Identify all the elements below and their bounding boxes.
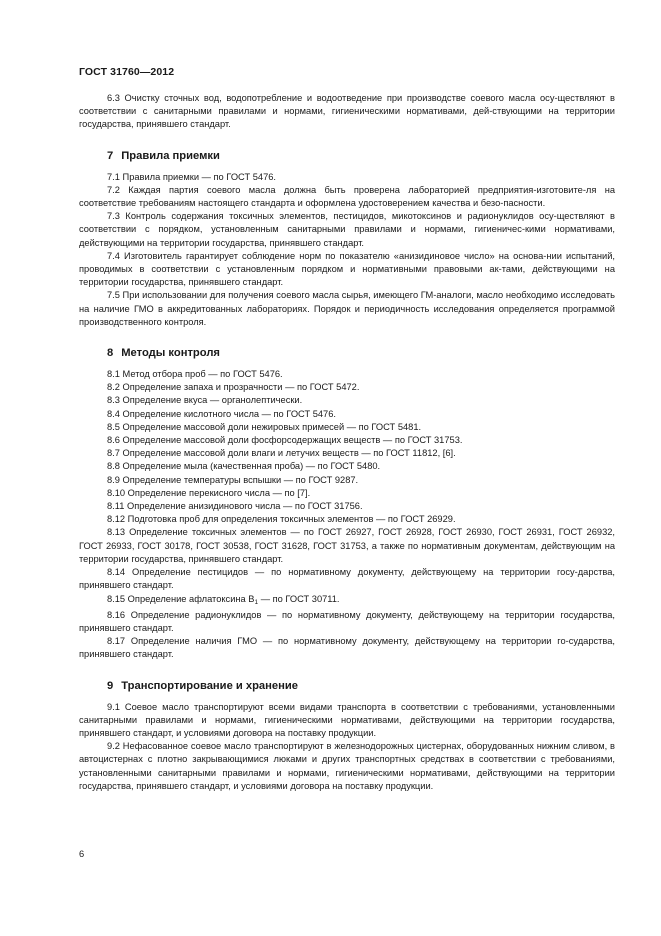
paragraph-8-10: 8.10 Определение перекисного числа — по [7]. xyxy=(107,487,311,498)
section-7-number: 7 xyxy=(107,149,114,162)
paragraph-7-2: 7.2 Каждая партия соевого масла должна быть проверена лабораторией предприятия-изготовите-ля на соответствие требованиям настоящего стандарта и оформлена удостоверением качества и безо-пасности. xyxy=(79,184,615,209)
page-content xyxy=(79,92,615,793)
paragraph-7-4: 7.4 Изготовитель гарантирует соблюдение норм по показателю «анизидиновое число» на основа-нии испытаний, проводимых в соответствии с установленным порядком и нормативными правовыми ак-тами, действующими на территории государства, принявшего стандарт. xyxy=(79,250,615,288)
paragraph-8-3: 8.3 Определение вкуса — органолептически. xyxy=(107,395,303,406)
paragraph-8-1: 8.1 Метод отбора проб — по ГОСТ 5476. xyxy=(107,369,283,380)
paragraph-7-1: 7.1 Правила приемки — по ГОСТ 5476. xyxy=(107,171,276,182)
paragraph-8-8: 8.8 Определение мыла (качественная проба) — по ГОСТ 5480. xyxy=(107,461,381,472)
paragraph-9-2: 9.2 Нефасованное соевое масло транспортируют в железнодорожных цистернах, оборудованных нижним сливом, в автоцистернах с плотно закрывающимися люками и других транспортных средствах в соответствии с требованиями, установленными санитарными правилами и нормами, гигиеническими нормативами, действующими на территории государства, принявшего стандарт, и условиями договора на поставку продукции. xyxy=(79,741,615,791)
section-8-title: Методы контроля xyxy=(121,347,220,360)
paragraph-8-11: 8.11 Определение анизидинового числа — по ГОСТ 31756. xyxy=(107,501,363,512)
paragraph-8-5: 8.5 Определение массовой доли нежировых примесей — по ГОСТ 5481. xyxy=(107,421,422,432)
paragraph-8-15-suffix: — по ГОСТ 30711. xyxy=(258,593,340,604)
paragraph-8-12: 8.12 Подготовка проб для определения токсичных элементов — по ГОСТ 26929. xyxy=(107,514,456,525)
paragraph-8-2: 8.2 Определение запаха и прозрачности — по ГОСТ 5472. xyxy=(107,382,360,393)
paragraph-8-7: 8.7 Определение массовой доли влаги и летучих веществ — по ГОСТ 11812, [6]. xyxy=(107,448,456,459)
paragraph-8-9: 8.9 Определение температуры вспышки — по ГОСТ 9287. xyxy=(107,474,359,485)
paragraph-8-4: 8.4 Определение кислотного числа — по ГОСТ 5476. xyxy=(107,408,336,419)
section-9-heading xyxy=(107,679,615,693)
paragraph-9-1: 9.1 Соевое масло транспортируют всеми видами транспорта в соответствии с требованиями, установленными санитарными правилами и нормами, гигиеническими нормативами, действующими на территории государства, принявшего стандарт, и условиями договора на поставку продукции. xyxy=(79,701,615,738)
section-8-number: 8 xyxy=(107,347,114,360)
paragraph-6-3: 6.3 Очистку сточных вод, водопотребление и водоотведение при производстве соевого масла осу-ществляют в соответствии с санитарными правилами и нормами, гигиеническими нормативами, дей-ствующими на территории государства, принявшего стандарт. xyxy=(79,93,615,130)
paragraph-7-5: 7.5 При использовании для получения соевого масла сырья, имеющего ГМ-аналоги, масло необходимо исследовать на наличие ГМО в аккредитованных лабораториях. Порядок и периодичность исследования определяется программой производственного контроля. xyxy=(79,290,615,327)
section-7-heading xyxy=(107,149,615,163)
section-9-title: Транспортирование и хранение xyxy=(121,679,298,692)
paragraph-7-3: 7.3 Контроль содержания токсичных элементов, пестицидов, микотоксинов и радионуклидов осу-ществляют в соответствии с порядком, установленным санитарными правилами и нормами, гигиеничес-кими нормативами, действующими на территории государства, принявшего стандарт. xyxy=(79,211,615,248)
paragraph-8-17: 8.17 Определение наличия ГМО — по нормативному документу, действующему на территории го-сударства, принявшего стандарт. xyxy=(79,636,615,660)
aflatoxin-subscript: 1 xyxy=(254,598,259,606)
paragraph-8-16: 8.16 Определение радионуклидов — по нормативному документу, действующему на территории государства, принявшего стандарт. xyxy=(79,609,615,633)
paragraph-8-6: 8.6 Определение массовой доли фосфорсодержащих веществ — по ГОСТ 31753. xyxy=(107,435,463,446)
paragraph-8-15-prefix: 8.15 Определение афлатоксина B xyxy=(107,593,255,604)
page-number: 6 xyxy=(79,849,85,859)
section-8-heading xyxy=(107,346,615,360)
paragraph-8-13: 8.13 Определение токсичных элементов — по ГОСТ 26927, ГОСТ 26928, ГОСТ 26930, ГОСТ 26931, ГОСТ 26932, ГОСТ 26933, ГОСТ 30178, ГОСТ 30538, ГОСТ 31628, ГОСТ 31753, а также по нормативным документам, действующим на территории государства, принявшего стандарт. xyxy=(79,527,615,564)
section-7-title: Правила приемки xyxy=(121,149,220,162)
paragraph-8-15 xyxy=(79,593,615,609)
document-code-header: ГОСТ 31760—2012 xyxy=(79,66,175,78)
paragraph-8-14: 8.14 Определение пестицидов — по нормативному документу, действующему на территории госу-дарства, принявшего стандарт. xyxy=(79,567,615,591)
section-9-number: 9 xyxy=(107,679,114,692)
